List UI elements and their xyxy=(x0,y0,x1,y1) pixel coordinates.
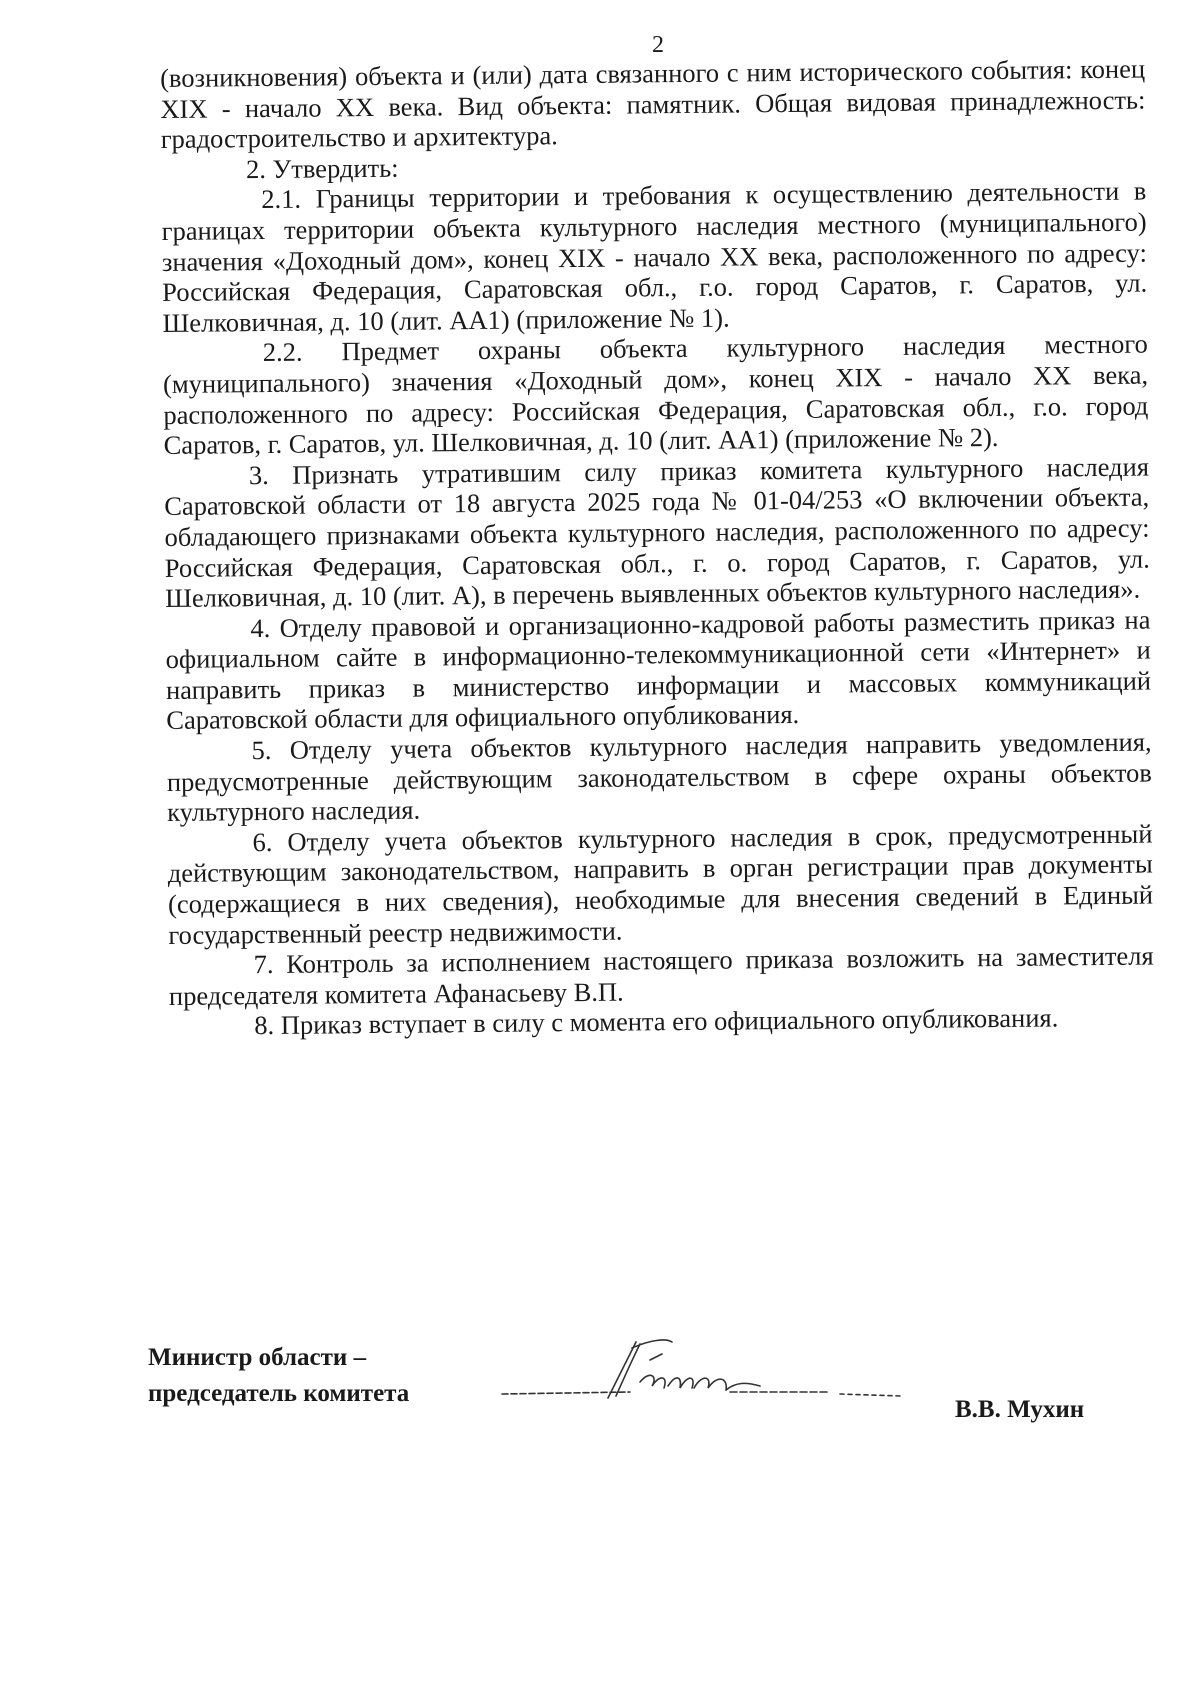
paragraph-2-2-protection-subject: 2.2. Предмет охраны объекта культурного наследия местного (муниципального) значения «Доходный дом», конец XIX - начало XX века, расположенного по адресу: Российская Федерация, Саратовская обл., г.о. город Саратов, г. Саратов, ул. Шелковичная, д. 10 (лит. АА1) (приложение № 2). xyxy=(162,328,1149,461)
handwritten-signature xyxy=(500,1330,920,1410)
paragraph-4-publication: 4. Отделу правовой и организационно-кадровой работы разместить приказ на официальном сайте в информационно-телекоммуникационной сети «Интернет» и направить приказ в министерство информации и массовых коммуникаций Саратовской области для официального опубликования. xyxy=(165,604,1152,736)
paragraph-3-repeal: 3. Признать утратившим силу приказ комитета культурного наследия Саратовской области от 18 августа 2025 года № 01-04/253 «О включении объекта, обладающего признаками объекта культурного наследия, расположенного по адресу: Российская Федерация, Саратовская обл., г. о. город Саратов, г. Саратов, ул. Шелковичная, д. 10 (лит. А), в перечень выявленных объектов культурного наследия». xyxy=(164,451,1150,614)
paragraph-2-1-boundaries: 2.1. Границы территории и требования к осуществлению деятельности в границах территории объекта культурного наследия местного (муниципального) значения «Доходный дом», конец XIX - начало XX века, расположенного по адресу: Российская Федерация, Саратовская обл., г.о. город Саратов, г. Саратов, ул. Шелковичная, д. 10 (лит. АА1) (приложение № 1). xyxy=(161,175,1148,338)
signatory-position-line2: председатель комитета xyxy=(148,1380,410,1407)
paragraph-object-description: (возникновения) объекта и (или) дата связанного с ним исторического события: конец XIX - начало XX века. Вид объекта: памятник. Общая видовая принадлежность: градостроительство и архитектура. xyxy=(160,53,1146,155)
signatory-position-line1: Министр области – xyxy=(148,1344,367,1371)
document-body xyxy=(160,54,1154,1042)
page-number: 2 xyxy=(652,32,664,58)
signatory-name: В.В. Мухин xyxy=(955,1396,1085,1423)
signatory-position xyxy=(148,1340,409,1412)
paragraph-8-entry-into-force: 8. Приказ вступает в силу с момента его официального опубликования. xyxy=(254,1002,1059,1041)
paragraph-5-notifications: 5. Отделу учета объектов культурного наследия направить уведомления, предусмотренные действующим законодательством в сфере охраны объектов культурного наследия. xyxy=(166,726,1152,828)
paragraph-approve: 2. Утвердить: xyxy=(245,152,399,184)
paragraph-7-control: 7. Контроль за исполнением настоящего приказа возложить на заместителя председателя комитета Афанасьеву В.П. xyxy=(168,940,1154,1011)
paragraph-6-registration: 6. Отделу учета объектов культурного наследия в срок, предусмотренный действующим законодательством, направить в орган регистрации прав документы (содержащиеся в них сведения), необходимые для внесения сведений в Единый государственный реестр недвижимости. xyxy=(167,818,1154,950)
